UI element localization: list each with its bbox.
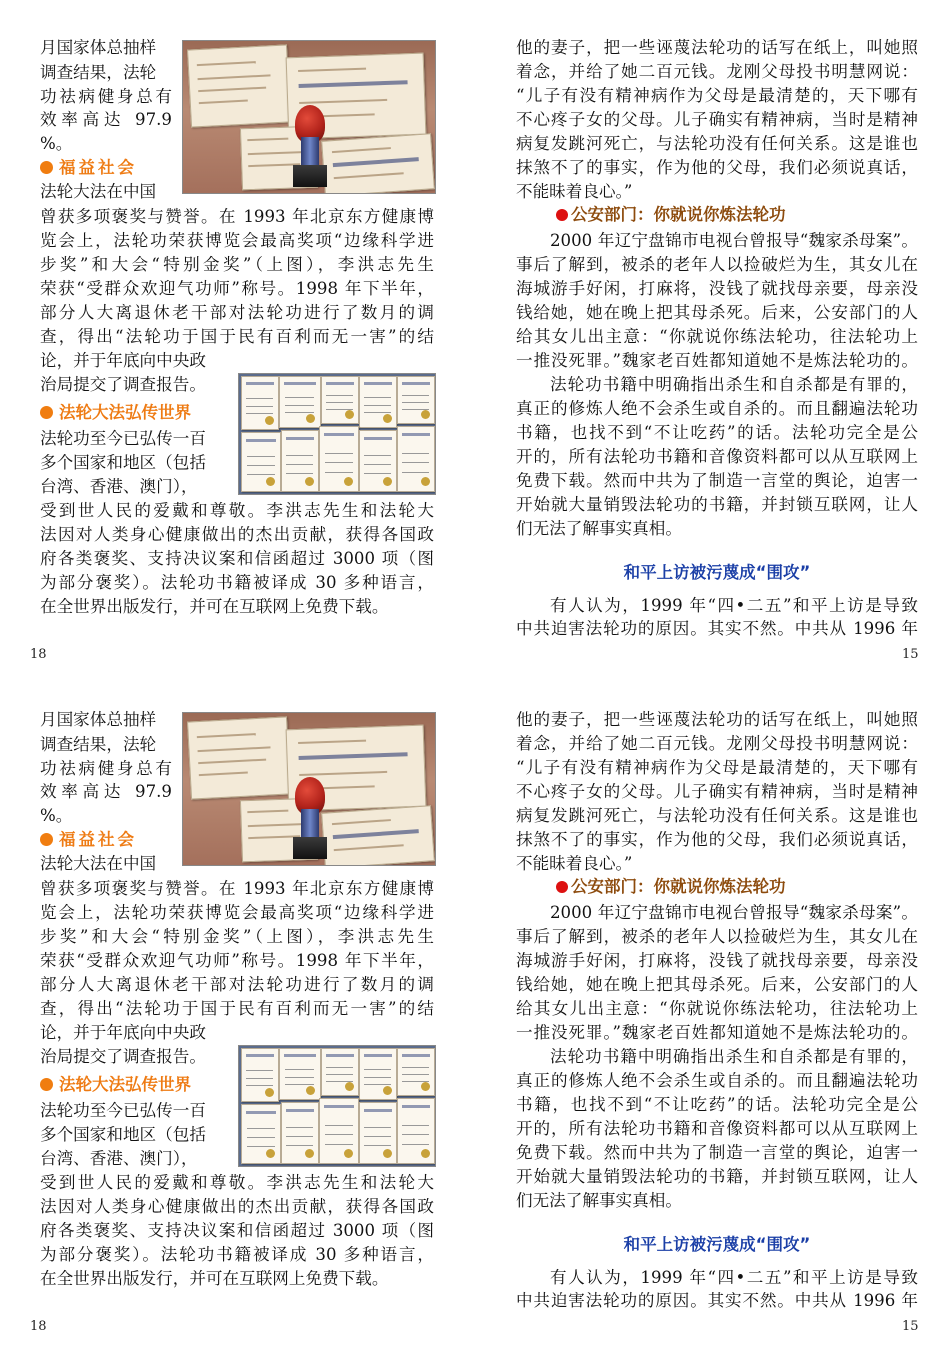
- right-text-line: 他的妻子，把一些诬蔑法轮功的话写在纸上，叫她照: [516, 710, 918, 729]
- left-text-line: 调查结果，法轮: [40, 63, 157, 82]
- certificate-image: [187, 44, 291, 127]
- left-text-line: %。: [40, 134, 73, 153]
- page-number: 15: [902, 647, 919, 662]
- left-text-line: 在全世界出版发行，并可在互联网上免费下载。: [40, 1269, 389, 1288]
- right-text-line: 不能昧着良心。”: [516, 854, 633, 873]
- left-text-line: 多个国家和地区（包括: [40, 1125, 206, 1144]
- left-text-line: 多个国家和地区（包括: [40, 453, 206, 472]
- left-text-line: 台湾、香港、澳门），: [40, 477, 198, 496]
- right-text-line: 着念，并给了她二百元钱。龙刚父母投书明慧网说：: [516, 62, 918, 81]
- heading-police: 公安部门：你就说你炼法轮功: [556, 203, 786, 227]
- right-text-line: 开的，所有法轮功书籍和音像资料都可以从互联网上: [516, 447, 918, 466]
- right-text-line: 事后了解到，被杀的老年人以捡破烂为生，其女儿在: [516, 927, 918, 946]
- right-text-line: 不心疼子女的父母。儿子确实有精神病，当时是精神: [516, 782, 918, 801]
- left-text-line: 为部分褒奖）。法轮功书籍被译成 30 多种语言，: [40, 1245, 434, 1264]
- left-text-line: 功祛病健身总有: [40, 87, 172, 106]
- right-text-line: 抹煞不了的事实，作为他的父母，我们必须说真话，: [516, 830, 918, 849]
- right-text-line: 不能昧着良心。”: [516, 182, 633, 201]
- left-text-line: %。: [40, 806, 73, 825]
- worldwide-awards-collage: [238, 1045, 436, 1167]
- right-text-line: 中共迫害法轮功的原因。其实不然。中共从 1996 年: [516, 1291, 918, 1310]
- right-text-line: 真正的修炼人绝不会杀生或自杀的。而且翻遍法轮功: [516, 399, 918, 418]
- right-text-line: 病复发跳河死亡，与法轮功没有任何关系。这是谁也: [516, 806, 918, 825]
- left-text-line: 月国家体总抽样: [40, 38, 157, 57]
- award-document-image: [241, 1104, 281, 1164]
- bullet-icon: [556, 209, 568, 221]
- right-text-line: 法轮功书籍中明确指出杀生和自杀都是有罪的，: [550, 1047, 918, 1066]
- left-text-line: 曾获多项褒奖与赞誉。在 1993 年北京东方健康博: [40, 207, 434, 226]
- right-text-line: 免费下载。然而中共为了制造一言堂的舆论，迫害一: [516, 471, 918, 490]
- right-text-line: 有人认为，1999 年“四•二五”和平上访是导致: [550, 1268, 918, 1287]
- left-text-line: 受到世人民的爱戴和尊敬。李洪志先生和法轮大: [40, 1173, 434, 1192]
- left-text-line: 为部分褒奖）。法轮功书籍被译成 30 多种语言，: [40, 573, 434, 592]
- left-text-line: 治局提交了调查报告。: [40, 1047, 206, 1066]
- certificate-image: [187, 716, 291, 799]
- section-title: 和平上访被污蔑成“围攻”: [623, 563, 811, 582]
- heading-falun-dafa-world: 法轮大法弘传世界: [40, 401, 191, 425]
- left-text-line: 治局提交了调查报告。: [40, 375, 206, 394]
- award-document-image: [281, 1102, 319, 1164]
- right-text-line: 给其女儿出主意：“你就说你练法轮功，往法轮功上: [516, 999, 918, 1018]
- bullet-icon: [40, 1078, 53, 1091]
- left-text-line: 步奖”和大会“特别金奖”（上图），李洪志先生: [40, 927, 434, 946]
- right-text-line: 病复发跳河死亡，与法轮功没有任何关系。这是谁也: [516, 134, 918, 153]
- right-text-line: 抹煞不了的事实，作为他的父母，我们必须说真话，: [516, 158, 918, 177]
- right-text-line: 开始就大量销毁法轮功的书籍，并封锁互联网，让人: [516, 495, 918, 514]
- left-text-line: 论，并于年底向中央政: [40, 351, 206, 370]
- left-text-line: 荣获“受群众欢迎气功师”称号。1998 年下半年，: [40, 279, 434, 298]
- award-document-image: [397, 426, 435, 492]
- trophy-image: [287, 101, 333, 189]
- award-document-image: [241, 376, 279, 430]
- right-text-line: 法轮功书籍中明确指出杀生和自杀都是有罪的，: [550, 375, 918, 394]
- right-text-line: 钱给她，她在晚上把其母杀死。后来，公安部门的人: [516, 975, 918, 994]
- left-text-line: 法轮功至今已弘传一百: [40, 1101, 206, 1120]
- award-document-image: [279, 376, 321, 428]
- award-document-image: [319, 1098, 359, 1164]
- left-text-line: 荣获“受群众欢迎气功师”称号。1998 年下半年，: [40, 951, 434, 970]
- award-document-image: [241, 432, 281, 492]
- award-document-image: [397, 1098, 435, 1164]
- right-text-line: 书籍，也找不到“不让吃药”的话。法轮功完全是公: [516, 423, 918, 442]
- left-text-line: 法因对人类身心健康做出的杰出贡献，获得各国政: [40, 525, 434, 544]
- right-text-line: 不心疼子女的父母。儿子确实有精神病，当时是精神: [516, 110, 918, 129]
- page-number: 18: [30, 647, 47, 662]
- left-text-line: 查，得出“法轮功于国于民有百利而无一害”的结: [40, 327, 434, 346]
- left-text-line: 步奖”和大会“特别金奖”（上图），李洪志先生: [40, 255, 434, 274]
- worldwide-awards-collage: [238, 373, 436, 495]
- certificate-image: [321, 805, 435, 866]
- left-text-line: 论，并于年底向中央政: [40, 1023, 206, 1042]
- heading-falun-dafa-world: 法轮大法弘传世界: [40, 1073, 191, 1097]
- right-text-line: 开的，所有法轮功书籍和音像资料都可以从互联网上: [516, 1119, 918, 1138]
- left-text-line: 府各类褒奖、支持决议案和信函超过 3000 项（图: [40, 549, 434, 568]
- right-text-line: 他的妻子，把一些诬蔑法轮功的话写在纸上，叫她照: [516, 38, 918, 57]
- page-number: 18: [30, 1319, 47, 1334]
- right-text-line: 真正的修炼人绝不会杀生或自杀的。而且翻遍法轮功: [516, 1071, 918, 1090]
- page-number: 15: [902, 1319, 919, 1334]
- right-text-line: 给其女儿出主意：“你就说你练法轮功，往法轮功上: [516, 327, 918, 346]
- left-text-line: 台湾、香港、澳门），: [40, 1149, 198, 1168]
- left-text-line: 效率高达 97.9: [40, 110, 172, 129]
- left-text-line: 查，得出“法轮功于国于民有百利而无一害”的结: [40, 999, 434, 1018]
- right-text-line: 一推没死罪。”魏家老百姓都知道她不是炼法轮功的。: [516, 351, 918, 370]
- award-document-image: [281, 430, 319, 492]
- bullet-icon: [40, 161, 53, 174]
- right-text-line: 着念，并给了她二百元钱。龙刚父母投书明慧网说：: [516, 734, 918, 753]
- right-text-line: 事后了解到，被杀的老年人以捡破烂为生，其女儿在: [516, 255, 918, 274]
- right-text-line: 2000 年辽宁盘锦市电视台曾报导“魏家杀母案”。: [550, 231, 918, 250]
- award-certificates-photo: [182, 40, 436, 194]
- award-document-image: [397, 1048, 435, 1096]
- left-text-line: 月国家体总抽样: [40, 710, 157, 729]
- left-text-line: 调查结果，法轮: [40, 735, 157, 754]
- right-text-line: “儿子有没有精神病作为父母是最清楚的，天下哪有: [516, 86, 918, 105]
- right-text-line: 2000 年辽宁盘锦市电视台曾报导“魏家杀母案”。: [550, 903, 918, 922]
- bullet-icon: [40, 833, 53, 846]
- heading-fuyi-shehui: 福益社会: [40, 156, 137, 180]
- award-document-image: [359, 1048, 397, 1100]
- right-text-line: 海城游手好闲，打麻将，没钱了就找母亲要，母亲没: [516, 279, 918, 298]
- award-document-image: [397, 376, 435, 424]
- left-text-line: 曾获多项褒奖与赞誉。在 1993 年北京东方健康博: [40, 879, 434, 898]
- award-document-image: [359, 1102, 397, 1164]
- left-text-line: 法轮大法在中国: [40, 854, 157, 873]
- right-text-line: 开始就大量销毁法轮功的书籍，并封锁互联网，让人: [516, 1167, 918, 1186]
- left-text-line: 在全世界出版发行，并可在互联网上免费下载。: [40, 597, 389, 616]
- right-text-line: 海城游手好闲，打麻将，没钱了就找母亲要，母亲没: [516, 951, 918, 970]
- left-text-line: 览会上，法轮功荣获博览会最高奖项“边缘科学进: [40, 903, 434, 922]
- right-text-line: 有人认为，1999 年“四•二五”和平上访是导致: [550, 596, 918, 615]
- left-text-line: 效率高达 97.9: [40, 782, 172, 801]
- right-text-line: 钱给她，她在晚上把其母杀死。后来，公安部门的人: [516, 303, 918, 322]
- right-text-line: 书籍，也找不到“不让吃药”的话。法轮功完全是公: [516, 1095, 918, 1114]
- certificate-image: [321, 133, 435, 194]
- page-spread: [0, 672, 950, 1344]
- heading-fuyi-shehui: 福益社会: [40, 828, 137, 852]
- bullet-icon: [556, 881, 568, 893]
- award-certificates-photo: [182, 712, 436, 866]
- heading-police: 公安部门：你就说你炼法轮功: [556, 875, 786, 899]
- left-text-line: 府各类褒奖、支持决议案和信函超过 3000 项（图: [40, 1221, 434, 1240]
- award-document-image: [241, 1048, 279, 1102]
- right-text-line: “儿子有没有精神病作为父母是最清楚的，天下哪有: [516, 758, 918, 777]
- left-text-line: 法因对人类身心健康做出的杰出贡献，获得各国政: [40, 1197, 434, 1216]
- right-text-line: 中共迫害法轮功的原因。其实不然。中共从 1996 年: [516, 619, 918, 638]
- section-title: 和平上访被污蔑成“围攻”: [623, 1235, 811, 1254]
- award-document-image: [359, 430, 397, 492]
- right-text-line: 们无法了解事实真相。: [516, 1191, 682, 1210]
- award-document-image: [321, 376, 359, 424]
- trophy-image: [287, 773, 333, 861]
- right-text-line: 一推没死罪。”魏家老百姓都知道她不是炼法轮功的。: [516, 1023, 918, 1042]
- right-text-line: 免费下载。然而中共为了制造一言堂的舆论，迫害一: [516, 1143, 918, 1162]
- award-document-image: [359, 376, 397, 428]
- left-text-line: 览会上，法轮功荣获博览会最高奖项“边缘科学进: [40, 231, 434, 250]
- award-document-image: [321, 1048, 359, 1096]
- left-text-line: 功祛病健身总有: [40, 759, 172, 778]
- left-text-line: 部分人大离退休老干部对法轮功进行了数月的调: [40, 975, 434, 994]
- award-document-image: [319, 426, 359, 492]
- left-text-line: 受到世人民的爱戴和尊敬。李洪志先生和法轮大: [40, 501, 434, 520]
- left-text-line: 法轮大法在中国: [40, 182, 157, 201]
- page-spread: [0, 0, 950, 672]
- award-document-image: [279, 1048, 321, 1100]
- bullet-icon: [40, 406, 53, 419]
- right-text-line: 们无法了解事实真相。: [516, 519, 682, 538]
- left-text-line: 部分人大离退休老干部对法轮功进行了数月的调: [40, 303, 434, 322]
- left-text-line: 法轮功至今已弘传一百: [40, 429, 206, 448]
